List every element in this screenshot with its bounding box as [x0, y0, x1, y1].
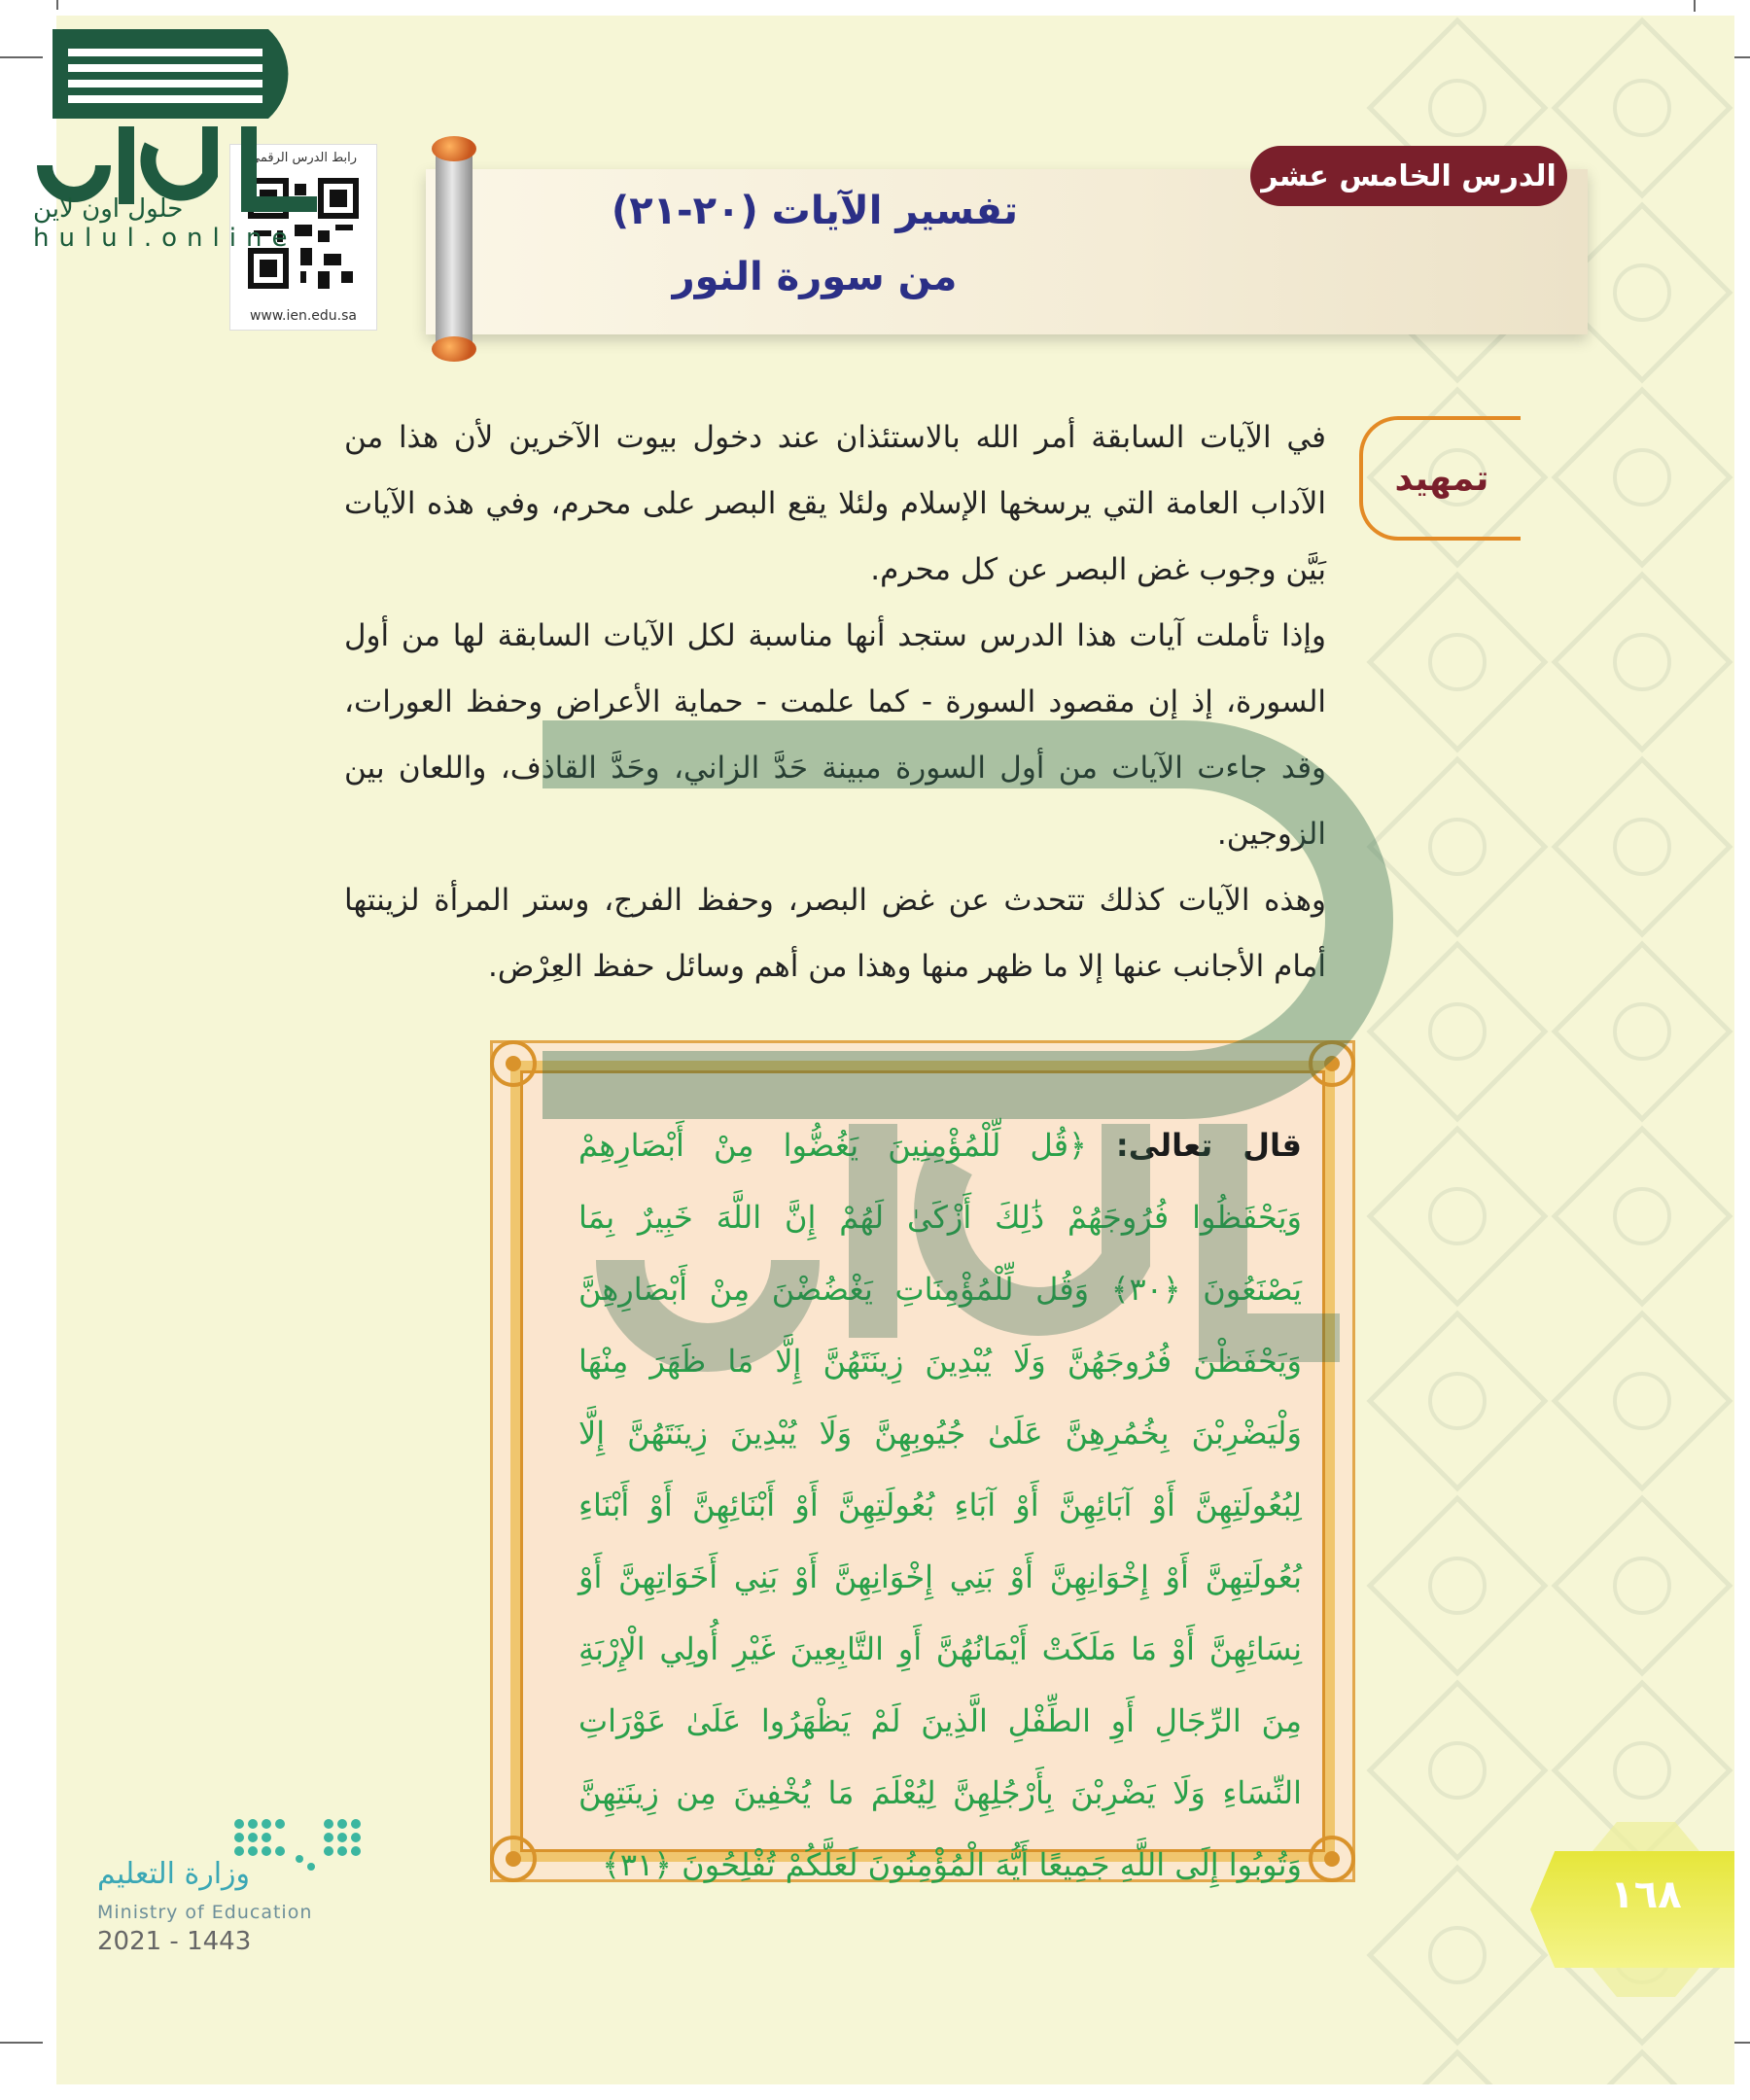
- textbook-page: [56, 16, 1734, 2084]
- intro-text: [344, 404, 1326, 999]
- crop-mark: [56, 0, 58, 10]
- page-number: ١٦٨: [1610, 1872, 1682, 1917]
- quran-intro: قال تعالى:: [1115, 1127, 1303, 1164]
- ministry-name-ar: وزارة التعليم: [97, 1857, 251, 1891]
- corner-ornament-icon: [1298, 1030, 1366, 1098]
- intro-paragraph: في الآيات السابقة أمر الله بالاستئذان عند دخول بيوت الآخرين لأن هذا من الآداب العامة التي يرسخها الإسلام ولئلا يقع البصر على محرم، وفي هذه الآيات بَيَّن وجوب غض البصر عن كل محرم.: [344, 420, 1326, 587]
- roller-cap-top: [432, 136, 476, 161]
- crop-mark: [0, 2042, 43, 2044]
- corner-ornament-icon: [479, 1825, 547, 1893]
- logo-latin: hulul.online: [33, 224, 298, 253]
- intro-paragraph: وإذا تأملت آيات هذا الدرس ستجد أنها مناسبة لكل الآيات السابقة لها من أول السورة، إذ إن مقصود السورة - كما علمت - حماية الأعراض وحفظ العورات، وقد جاءت الآيات من أول السورة مبينة حَدَّ الزاني، وحَدَّ القاذف، واللعان بين الزوجين.: [344, 618, 1326, 852]
- intro-label: تمهيد: [1359, 416, 1521, 541]
- quran-text: ﴿قُل لِّلْمُؤْمِنِينَ يَغُضُّوا مِنْ أَبْصَارِهِمْ وَيَحْفَظُوا فُرُوجَهُمْ ذَٰلِكَ أَزْكَىٰ لَهُمْ إِنَّ اللَّهَ خَبِيرٌ بِمَا يَصْنَعُونَ ﴿٣٠﴾ وَقُل لِّلْمُؤْمِنَاتِ يَغْضُضْنَ مِنْ أَبْصَارِهِنَّ وَيَحْفَظْنَ فُرُوجَهُنَّ وَلَا يُبْدِينَ زِينَتَهُنَّ إِلَّا مَا ظَهَرَ مِنْهَا وَلْيَضْرِبْنَ بِخُمُرِهِنَّ عَلَىٰ جُيُوبِهِنَّ وَلَا يُبْدِينَ زِينَتَهُنَّ إِلَّا لِبُعُولَتِهِنَّ أَوْ آبَائِهِنَّ أَوْ آبَاءِ بُعُولَتِهِنَّ أَوْ أَبْنَائِهِنَّ أَوْ أَبْنَاءِ بُعُولَتِهِنَّ أَوْ إِخْوَانِهِنَّ أَوْ بَنِي إِخْوَانِهِنَّ أَوْ بَنِي أَخَوَاتِهِنَّ أَوْ نِسَائِهِنَّ أَوْ مَا مَلَكَتْ أَيْمَانُهُنَّ أَوِ التَّابِعِينَ غَيْرِ أُولِي الْإِرْبَةِ مِنَ الرِّجَالِ أَوِ الطِّفْلِ الَّذِينَ لَمْ يَظْهَرُوا عَلَىٰ عَوْرَاتِ النِّسَاءِ وَلَا يَضْرِبْنَ بِأَرْجُلِهِنَّ لِيُعْلَمَ مَا يُخْفِينَ مِن زِينَتِهِنَّ وَتُوبُوا إِلَى اللَّهِ جَمِيعًا أَيُّهَ الْمُؤْمِنُونَ لَعَلَّكُمْ تُفْلِحُونَ ﴿٣١﴾: [578, 1127, 1303, 1883]
- intro-paragraph: وهذه الآيات كذلك تتحدث عن غض البصر، وحفظ الفرج، وستر المرأة لزينتها أمام الأجانب عنها إلا ما ظهر منها وهذا من أهم وسائل حفظ العِرْض.: [344, 883, 1326, 984]
- qr-url: www.ien.edu.sa: [249, 308, 358, 324]
- lesson-subtitle: من سورة النور: [672, 255, 958, 299]
- logo-tagline: حلول اون لاين: [33, 194, 184, 224]
- lesson-badge: الدرس الخامس عشر: [1250, 146, 1567, 206]
- corner-ornament-icon: [1298, 1825, 1366, 1893]
- quran-frame: [490, 1040, 1355, 1882]
- roller-cap-bottom: [432, 336, 476, 362]
- ministry-name-en: Ministry of Education: [97, 1902, 313, 1923]
- scroll-roller: [436, 150, 472, 356]
- qr-caption: رابط الدرس الرقمي: [250, 151, 357, 165]
- lesson-title: تفسير الآيات (٢٠-٢١): [611, 189, 1019, 233]
- quran-verses: [578, 1109, 1302, 1901]
- quran-frame-inner: [510, 1061, 1335, 1883]
- corner-ornament-icon: [479, 1030, 547, 1098]
- crop-mark: [1694, 0, 1696, 12]
- edition-year: 2021 - 1443: [97, 1927, 252, 1956]
